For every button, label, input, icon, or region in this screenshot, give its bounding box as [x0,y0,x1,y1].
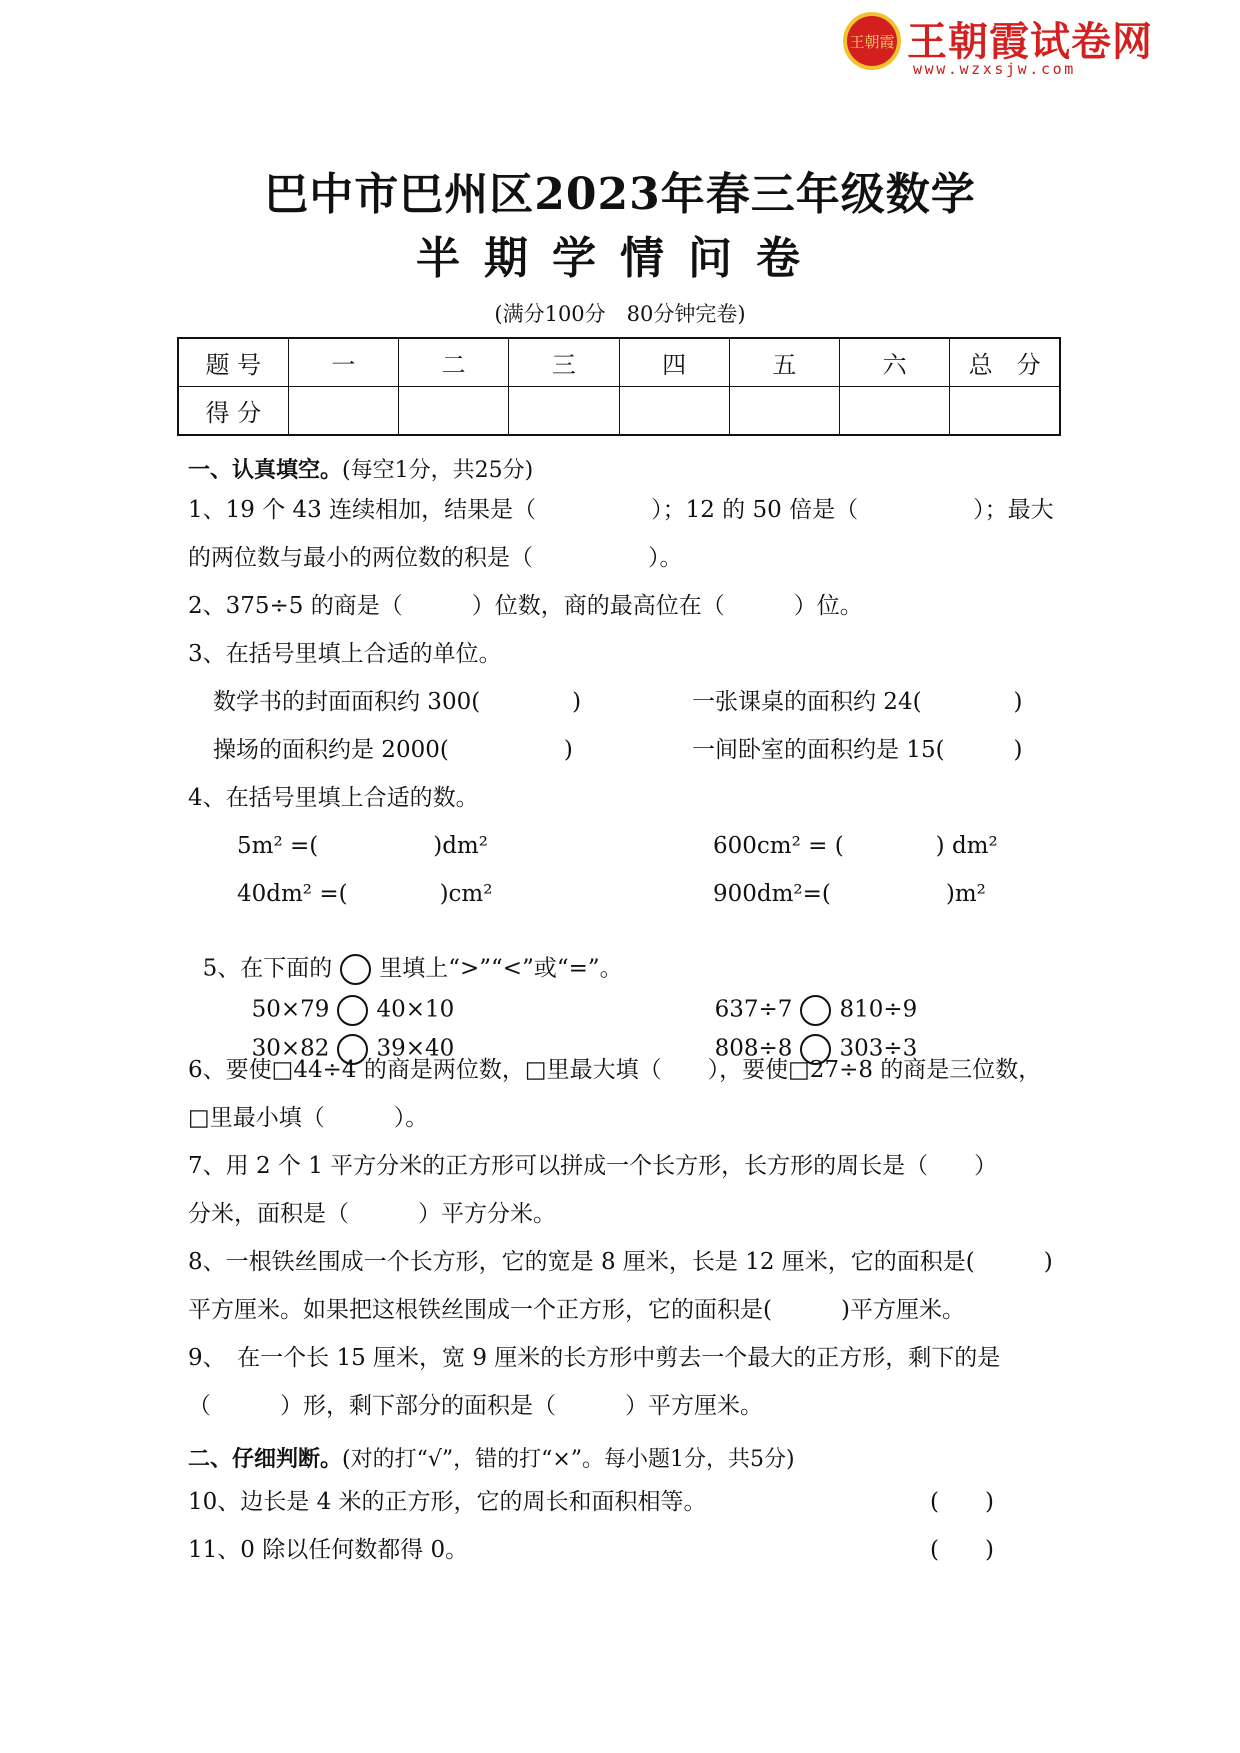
question-5-right: 303÷3 [839,1035,918,1062]
question-5-item [700,1006,917,1065]
score-header-cell: 二 [399,338,509,387]
section-1-title: 一、认真填空。 [188,458,343,483]
score-blank-cell [509,387,619,436]
question-3-item-c: 操场的面积约是 2000( ) [213,737,573,763]
question-5-prefix: 5、在下面的 [202,955,333,982]
score-blank-cell [619,387,729,436]
exam-info: (满分100分 80分钟完卷) [494,302,746,326]
score-blank-cell [840,387,950,436]
answer-paren: ( ) [930,1537,994,1563]
question-1-line-1: 1、19 个 43 连续相加，结果是（ ）；12 的 50 倍是（ ）；最大 [188,497,1054,523]
question-3-item-a: 数学书的封面面积约 300( ) [213,689,582,715]
question-5-left: 808÷8 [714,1035,793,1062]
question-4-item-a: 5m² =( )dm² [237,833,488,859]
question-5-item [237,1006,454,1065]
score-value-row [178,387,1060,436]
section-2-heading [188,1442,795,1473]
section-2-title: 二、仔细判断。 [188,1447,343,1472]
question-5-left: 637÷7 [714,996,793,1023]
page-subtitle-heading: 半期学情问卷 [416,233,824,284]
question-11: 11、0 除以任何数都得 0。 [188,1537,469,1563]
logo-url: www.wzxsjw.com [913,60,1076,78]
question-9-line-1: 9、 在一个长 15 厘米，宽 9 厘米的长方形中剪去一个最大的正方形，剩下的是 [188,1345,1001,1371]
question-4-item-c: 40dm² =( )cm² [237,881,493,907]
section-1-note: (每空1分，共25分) [342,458,534,483]
score-header-cell: 六 [840,338,950,387]
score-blank-cell [729,387,839,436]
score-blank-cell [288,387,398,436]
question-8-line-1: 8、一根铁丝围成一个长方形，它的宽是 8 厘米，长是 12 厘米，它的面积是( ) [188,1249,1053,1275]
question-7-line-2: 分米，面积是（ ）平方分米。 [188,1201,556,1227]
answer-paren: ( ) [930,1489,994,1515]
question-3-item-b: 一张课桌的面积约 24( ) [692,689,1023,715]
section-2-note: (对的打“√”，错的打“×”。每小题1分，共5分) [342,1447,795,1472]
score-row-label: 得 分 [178,387,288,436]
question-5-right: 39×40 [376,1035,455,1062]
site-logo [843,10,1163,76]
score-blank-cell [950,387,1060,436]
question-5-suffix: 里填上“>”“<”或“=”。 [379,955,623,982]
question-7-line-1: 7、用 2 个 1 平方分米的正方形可以拼成一个长方形，长方形的周长是（ ） [188,1153,998,1179]
section-1-heading [188,453,533,484]
score-header-cell: 五 [729,338,839,387]
score-header-row [178,338,1060,387]
score-header-cell: 一 [288,338,398,387]
question-1-line-2: 的两位数与最小的两位数的积是（ ）。 [188,545,683,571]
page-title: 巴中市巴州区2023年春三年级数学 [264,169,976,220]
score-header-cell: 总 分 [950,338,1060,387]
question-4-item-b: 600cm² = ( ) dm² [713,833,998,859]
score-table [177,337,1061,436]
question-2: 2、375÷5 的商是（ ）位数，商的最高位在（ ）位。 [188,593,863,619]
score-header-cell: 题 号 [178,338,288,387]
score-blank-cell [399,387,509,436]
score-header-cell: 三 [509,338,619,387]
question-9-line-2: （ ）形，剩下部分的面积是（ ）平方厘米。 [188,1393,763,1419]
question-6-line-1: 6、要使□44÷4 的商是两位数，□里最大填（ ），要使□27÷8 的商是三位数， [188,1057,1042,1083]
question-5-right: 810÷9 [839,996,918,1023]
score-header-cell: 四 [619,338,729,387]
question-5-left: 50×79 [251,996,330,1023]
question-3-item-d: 一间卧室的面积约是 15( ) [692,737,1023,763]
question-5-right: 40×10 [376,996,455,1023]
question-8-line-2: 平方厘米。如果把这根铁丝围成一个正方形，它的面积是( )平方厘米。 [188,1297,965,1323]
logo-name: 王朝霞试卷网 [907,19,1153,65]
question-4-item-d: 900dm²=( )m² [713,881,986,907]
logo-emblem: 王朝霞 [843,12,901,70]
question-6-line-2: □里最小填（ ）。 [188,1105,429,1131]
question-3: 3、在括号里填上合适的单位。 [188,641,502,667]
question-4: 4、在括号里填上合适的数。 [188,785,479,811]
question-5-left: 30×82 [251,1035,330,1062]
question-10: 10、边长是 4 米的正方形，它的周长和面积相等。 [188,1489,707,1515]
